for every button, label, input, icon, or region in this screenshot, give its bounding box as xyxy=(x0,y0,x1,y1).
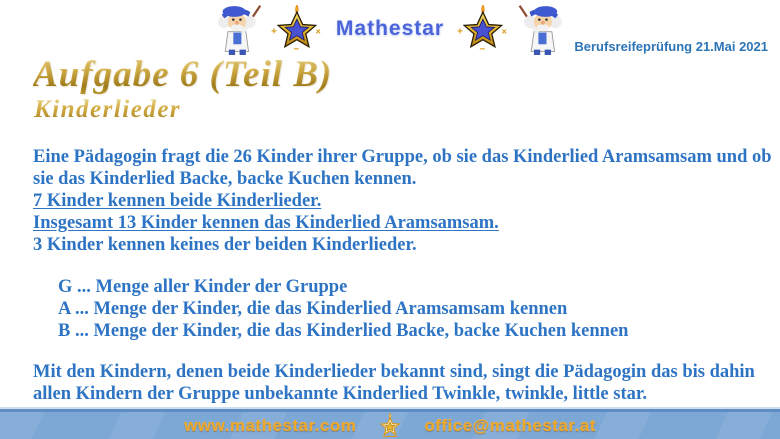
footer xyxy=(0,407,780,439)
body-line: Eine Pädagogin fragt die 26 Kinder ihrer Gruppe, ob sie das Kinderlied Aramsamsam und ob xyxy=(33,147,772,167)
svg-text:×: × xyxy=(501,26,507,37)
wizard-icon xyxy=(516,3,570,55)
svg-text:×: × xyxy=(315,26,321,37)
exam-date-label: Berufsreifeprüfung 21.Mai 2021 xyxy=(574,39,768,54)
math-star-icon xyxy=(454,5,512,53)
definition-line: B ... Menge der Kinder, die das Kinderlied Backe, backe Kuchen kennen xyxy=(58,321,629,341)
page-subtitle: Kinderlieder xyxy=(34,96,182,123)
task-text xyxy=(33,146,773,405)
definition-line: A ... Menge der Kinder, die das Kinderlied Aramsamsam kennen xyxy=(58,299,568,319)
star-outline-icon xyxy=(378,413,402,439)
footer-bar xyxy=(0,412,780,439)
website-link[interactable]: www.mathestar.com xyxy=(184,415,357,435)
body-line: allen Kindern der Gruppe unbekannte Kinderlied Twinkle, twinkle, little star. xyxy=(33,384,648,404)
logo-wordmark: Mathestar xyxy=(335,17,445,40)
body-line: 3 Kinder kennen keines der beiden Kinderlieder. xyxy=(33,235,417,255)
closing-paragraph xyxy=(33,361,773,405)
body-line: Mit den Kindern, denen beide Kinderlieder bekannt sind, singt die Pädagogin das bis dahin xyxy=(33,362,755,382)
definition-line: G ... Menge aller Kinder der Gruppe xyxy=(58,277,348,297)
page-title: Aufgabe 6 (Teil B) xyxy=(33,54,333,95)
set-definitions xyxy=(58,276,773,342)
mathestar-logo xyxy=(210,2,570,56)
svg-text:−: − xyxy=(293,44,300,53)
body-line: sie das Kinderlied Backe, backe Kuchen kennen. xyxy=(33,169,417,189)
math-star-icon xyxy=(268,5,326,53)
email-link[interactable]: office@mathestar.at xyxy=(424,415,596,435)
svg-text:+: + xyxy=(271,26,277,38)
svg-text:−: − xyxy=(479,44,486,53)
body-line: 7 Kinder kennen beide Kinderlieder. xyxy=(33,191,322,211)
wizard-icon xyxy=(210,3,264,55)
svg-text:+: + xyxy=(457,26,464,38)
body-line: Insgesamt 13 Kinder kennen das Kinderlied Aramsamsam. xyxy=(33,213,499,233)
